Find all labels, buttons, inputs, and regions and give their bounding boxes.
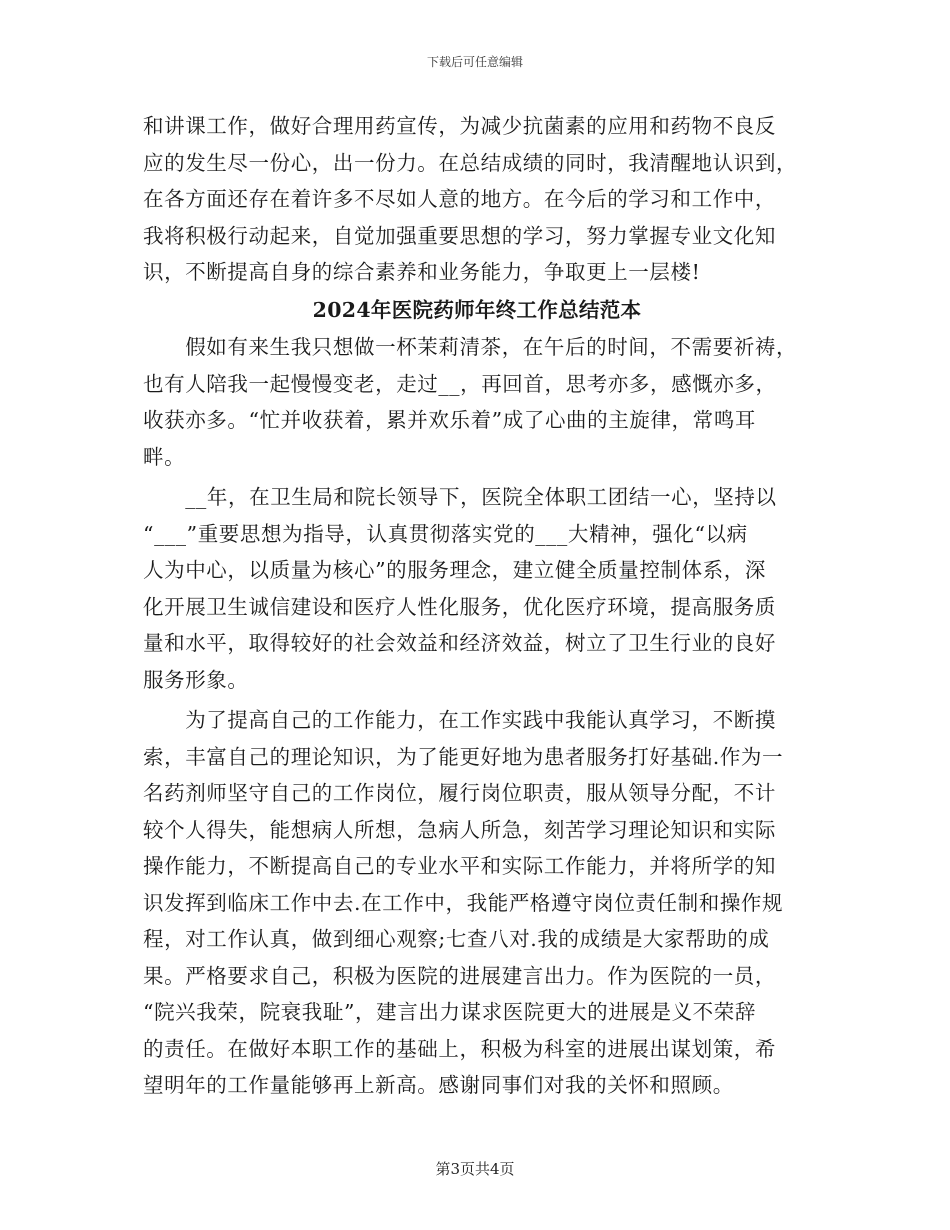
text-line: 应的发生尽一份心，出一份力。在总结成绩的同时，我清醒地认识到， (143, 150, 798, 175)
paragraph-1 (143, 329, 811, 475)
text-line: 的责任。在做好本职工作的基础上，积极为科室的进展出谋划策，希 (143, 1036, 776, 1061)
text-line: “院兴我荣，院衰我耻”，建言出力谋求医院更大的进展是义不荣辞 (143, 1000, 756, 1024)
text-line: 假如有来生我只想做一杯茉莉清茶，在午后的时间，不需要祈祷， (143, 335, 798, 359)
text-line: 收获亦多。“忙并收获着，累并欢乐着”成了心曲的主旋律，常鸣耳 (143, 408, 756, 432)
text-line: 索，丰富自己的理论知识，为了能更好地为患者服务打好基础.作为一 (143, 744, 784, 769)
page-footer: 第3页共4页 (435, 1160, 515, 1178)
text-line: 程，对工作认真，做到细心观察;七查八对.我的成绩是大家帮助的成 (143, 927, 770, 951)
document-title: 2024年医院药师年终工作总结范本 (312, 297, 642, 322)
text-line: 望明年的工作量能够再上新高。感谢同事们对我的关怀和照顾。 (143, 1073, 734, 1097)
text-line: 为了提高自己的工作能力，在工作实践中我能认真学习，不断摸 (143, 708, 776, 732)
text-line: 化开展卫生诚信建设和医疗人性化服务，优化医疗环境，提高服务质 (143, 594, 776, 619)
text-line: 我将积极行动起来，自觉加强重要思想的学习，努力掌握专业文化知 (143, 223, 776, 248)
text-line: 量和水平，取得较好的社会效益和经济效益，树立了卫生行业的良好 (143, 631, 776, 655)
page-header: 下载后可任意编辑 (426, 55, 523, 69)
text-line: 也有人陪我一起慢慢变老，走过__，再回首，思考亦多，感慨亦多， (143, 371, 777, 396)
document-body (143, 108, 811, 1104)
text-line: 操作能力，不断提高自己的专业水平和实际工作能力，并将所学的知 (143, 854, 776, 878)
text-line: 在各方面还存在着许多不尽如人意的地方。在今后的学习和工作中， (143, 187, 776, 211)
paragraph-2 (143, 479, 811, 698)
text-line: 果。严格要求自己，积极为医院的进展建言出力。作为医院的一员， (143, 963, 776, 988)
text-line: __年，在卫生局和院长领导下，医院全体职工团结一心，坚持以 (143, 485, 777, 509)
text-line: 人为中心，以质量为核心”的服务理念，建立健全质量控制体系，深 (143, 558, 766, 582)
text-line: 识发挥到临床工作中去.在工作中，我能严格遵守岗位责任制和操作规 (143, 890, 784, 915)
text-line: “___”重要思想为指导，认真贯彻落实党的___大精神，强化“以病 (143, 521, 748, 546)
text-line: 畔。 (143, 444, 186, 469)
text-line: 服务形象。 (143, 667, 249, 692)
paragraph-3 (143, 702, 811, 1104)
text-line: 识，不断提高自身的综合素养和业务能力，争取更上一层楼! (143, 260, 701, 284)
text-line: 较个人得失，能想病人所想，急病人所急，刻苦学习理论知识和实际 (143, 817, 776, 842)
intro-paragraph (143, 108, 811, 291)
text-line: 名药剂师坚守自己的工作岗位，履行岗位职责，服从领导分配，不计 (143, 781, 776, 805)
text-line: 和讲课工作，做好合理用药宣传，为减少抗菌素的应用和药物不良反 (143, 114, 776, 138)
